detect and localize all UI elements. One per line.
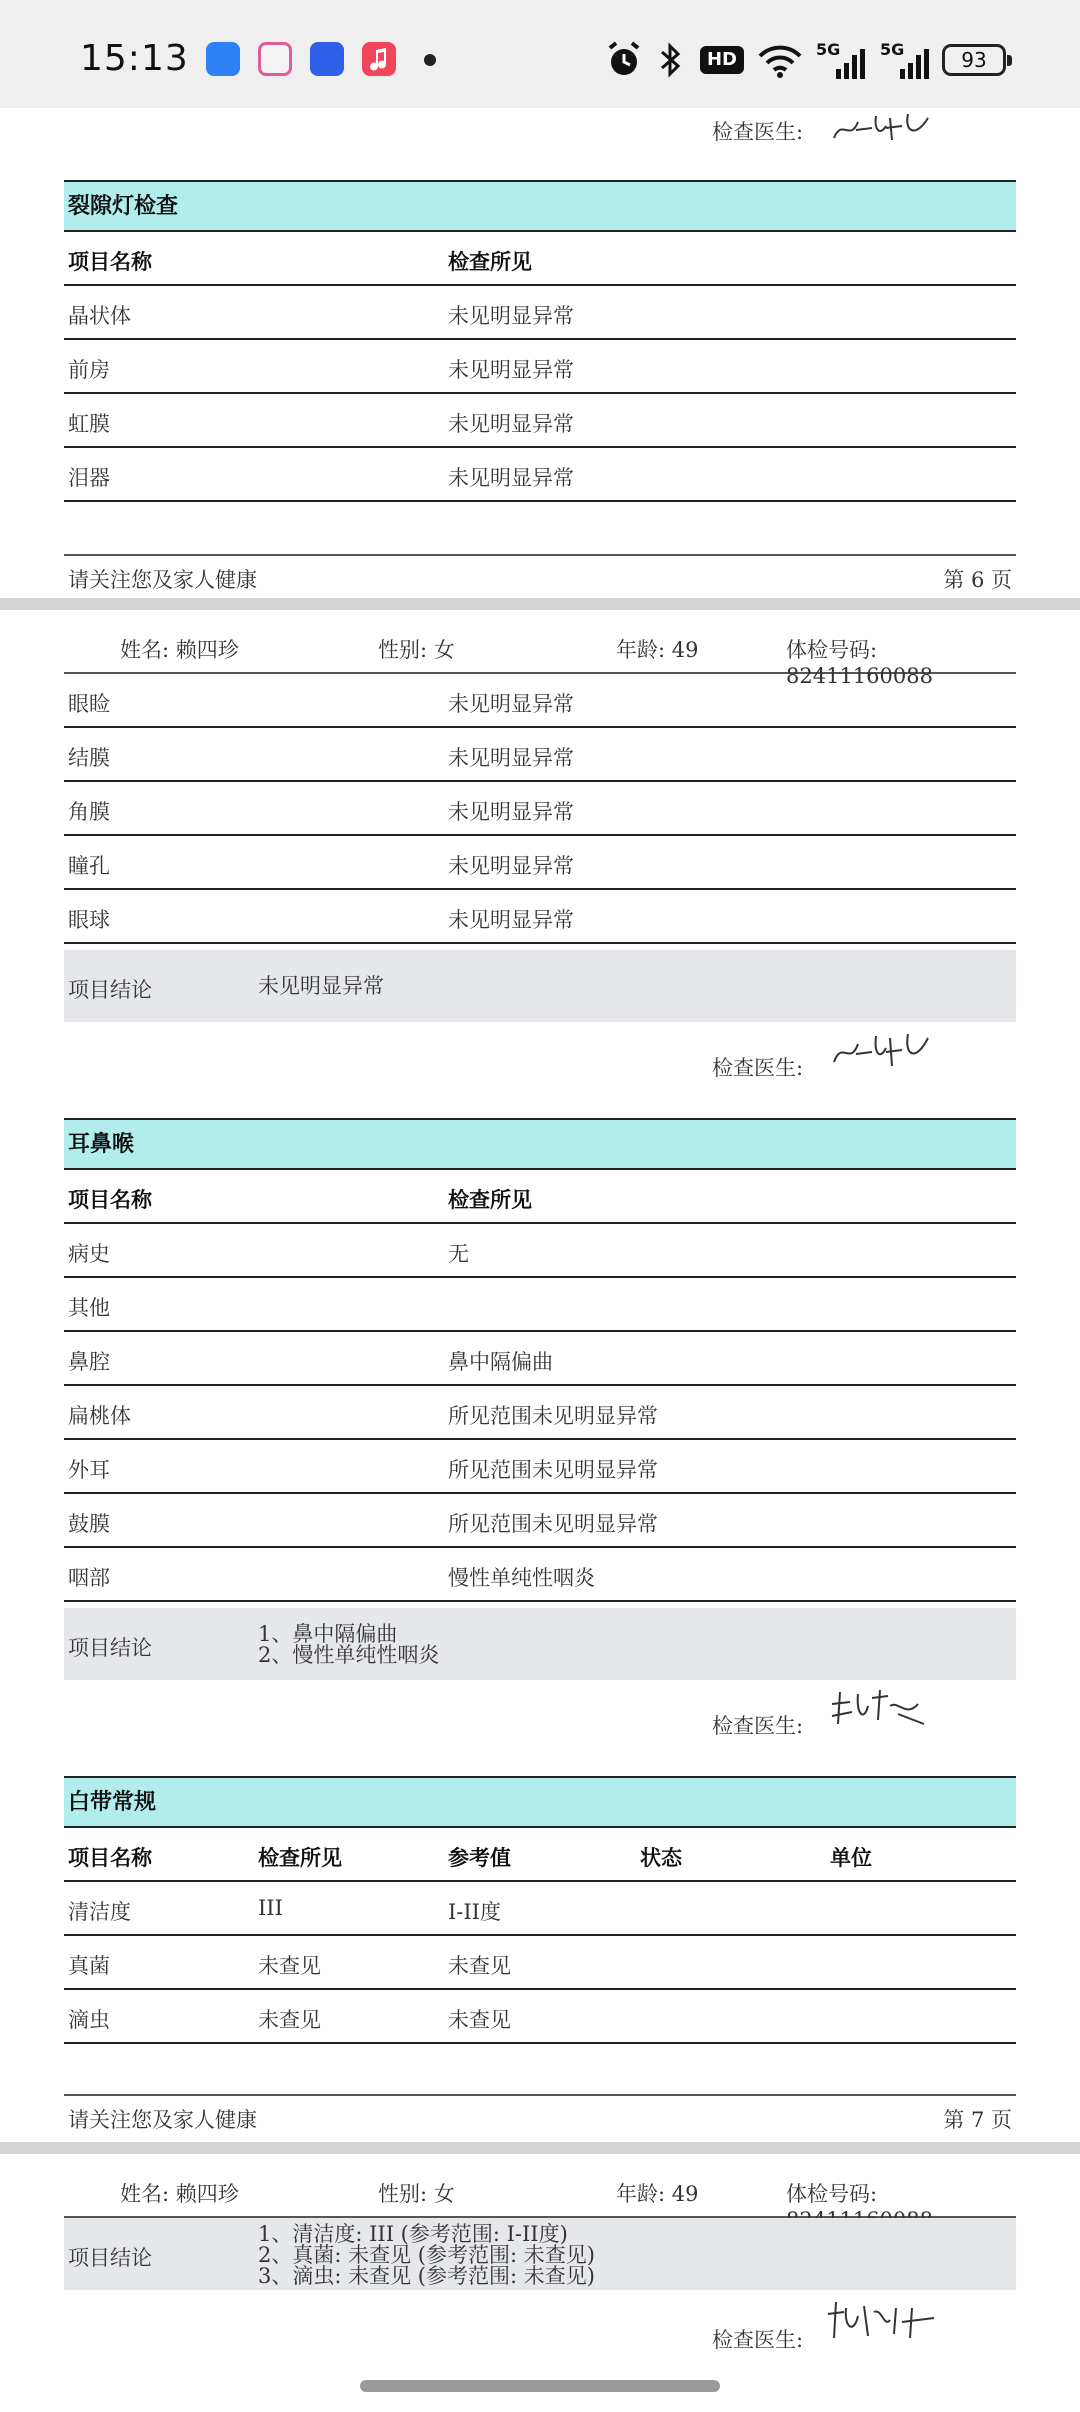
conclusion-box [64,2218,1016,2290]
table-row [64,394,1016,448]
page-footer [64,2094,1016,2140]
item-finding: 未查见 [258,2008,321,2032]
table-row [64,1224,1016,1278]
item-finding: 所见范围未见明显异常 [448,1512,658,1536]
item-name: 眼睑 [68,692,110,716]
signal-strength-icon-1 [826,44,866,84]
status-bar [0,0,1080,108]
photos-app-icon [258,42,292,76]
table-row [64,890,1016,944]
item-finding: 未见明显异常 [448,800,574,824]
item-name: 结膜 [68,746,110,770]
item-finding: 所见范围未见明显异常 [448,1458,658,1482]
report-page-8 [0,2154,1080,2412]
page-footer [64,554,1016,600]
doctor-label: 检查医生: [712,1714,804,1738]
item-name: 前房 [68,358,110,382]
item-reference: 未查见 [448,2008,511,2032]
doctor-signature-image [828,1684,938,1734]
report-page-7 [0,610,1080,2142]
patient-info-header [64,2166,1016,2218]
conclusion-line: 3、滴虫: 未查见 (参考范围: 未查见) [258,2264,595,2288]
table-row [64,1386,1016,1440]
patient-info-header [64,622,1016,688]
item-name: 病史 [68,1242,110,1266]
baidu-app-icon [310,42,344,76]
item-name: 鼻腔 [68,1350,110,1374]
signal-5g-label-1: 5G [816,40,841,59]
app-notification-icon [206,42,240,76]
table-row [64,728,1016,782]
signal-strength-icon-2 [890,44,930,84]
table-row [64,448,1016,502]
table-header-row [64,232,1016,286]
page-number: 第 6 页 [943,568,1012,592]
signal-5g-label-2: 5G [880,40,905,59]
table-row [64,1494,1016,1548]
table-row [64,1548,1016,1602]
status-time: 15:13 [80,38,189,79]
item-name: 晶状体 [68,304,131,328]
item-finding: 未查见 [258,1954,321,1978]
table-row [64,1440,1016,1494]
page-separator [0,598,1080,610]
conclusion-label: 项目结论 [68,978,152,1002]
page-number: 第 7 页 [943,2108,1012,2132]
patient-gender: 性别: 女 [378,638,455,662]
table-row [64,674,1016,728]
item-finding: 未见明显异常 [448,304,574,328]
item-finding: 所见范围未见明显异常 [448,1404,658,1428]
table-row [64,1882,1016,1936]
table-row [64,340,1016,394]
item-finding: 无 [448,1242,469,1266]
item-finding: 未见明显异常 [448,908,574,932]
item-finding: 未见明显异常 [448,692,574,716]
doctor-label: 检查医生: [712,2328,804,2352]
conclusion-box [64,950,1016,1022]
item-reference: I-II度 [448,1900,501,1924]
hd-voice-badge: HD [700,46,744,74]
doctor-label: 检查医生: [712,1056,804,1080]
patient-exam-number: 体检号码: 82411160088 [786,638,933,688]
doctor-signature-image [828,1026,938,1076]
doctor-label: 检查医生: [712,120,804,144]
table-row [64,286,1016,340]
item-reference: 未查见 [448,1954,511,1978]
item-name: 真菌 [68,1954,110,1978]
item-name: 咽部 [68,1566,110,1590]
patient-name: 姓名: 赖四珍 [120,638,239,662]
footer-slogan: 请关注您及家人健康 [68,2108,257,2132]
battery-indicator: 93 [942,44,1006,76]
col-finding-header: 检查所见 [448,1187,532,1212]
item-name: 鼓膜 [68,1512,110,1536]
col-item-name-header: 项目名称 [68,249,152,274]
item-name: 其他 [68,1296,110,1320]
item-finding: 未见明显异常 [448,358,574,382]
table-row [64,782,1016,836]
table-row [64,836,1016,890]
table-row [64,1990,1016,2044]
col-item-name-header: 项目名称 [68,1845,152,1870]
item-finding: 未见明显异常 [448,412,574,436]
table-header-row [64,1170,1016,1224]
item-finding: 未见明显异常 [448,746,574,770]
conclusion-line: 1、鼻中隔偏曲 [258,1622,398,1646]
col-unit-header: 单位 [830,1845,872,1870]
item-finding: 鼻中隔偏曲 [448,1350,553,1374]
conclusion-label: 项目结论 [68,2246,152,2270]
col-reference-header: 参考值 [448,1845,511,1870]
conclusion-label: 项目结论 [68,1636,152,1660]
wifi-icon [756,40,804,80]
item-name: 角膜 [68,800,110,824]
bluetooth-icon [658,40,682,80]
footer-slogan: 请关注您及家人健康 [68,568,257,592]
patient-gender: 性别: 女 [378,2182,455,2206]
col-status-header: 状态 [640,1845,682,1870]
doctor-signature-image [828,108,938,148]
item-name: 外耳 [68,1458,110,1482]
col-finding-header: 检查所见 [448,249,532,274]
table-header-row [64,1828,1016,1882]
item-name: 瞳孔 [68,854,110,878]
patient-exam-number: 体检号码: [786,2182,878,2206]
item-finding: 未见明显异常 [448,854,574,878]
conclusion-line: 1、清洁度: III (参考范围: I-II度) [258,2222,568,2246]
item-name: 泪器 [68,466,110,490]
conclusion-box [64,1608,1016,1680]
patient-name: 姓名: 赖四珍 [120,2182,239,2206]
item-name: 眼球 [68,908,110,932]
doctor-signature-image [824,2298,944,2348]
col-finding-header: 检查所见 [258,1845,342,1870]
table-row [64,1332,1016,1386]
alarm-icon [606,40,642,80]
patient-age: 年龄: 49 [616,2182,699,2206]
table-row [64,1278,1016,1332]
music-app-icon [362,42,396,76]
item-name: 滴虫 [68,2008,110,2032]
table-row [64,1936,1016,1990]
conclusion-line: 2、慢性单纯性咽炎 [258,1643,440,1667]
item-name: 扁桃体 [68,1404,131,1428]
item-finding: 慢性单纯性咽炎 [448,1566,595,1590]
report-page-6 [0,108,1080,598]
page-separator [0,2142,1080,2154]
item-name: 虹膜 [68,412,110,436]
home-indicator[interactable] [360,2380,720,2392]
item-finding: 未见明显异常 [448,466,574,490]
conclusion-line: 2、真菌: 未查见 (参考范围: 未查见) [258,2243,595,2267]
item-name: 清洁度 [68,1900,131,1924]
col-item-name-header: 项目名称 [68,1187,152,1212]
section-header-leukorrhea: 白带常规 [64,1776,1016,1828]
section-header-slit-lamp: 裂隙灯检查 [64,180,1016,232]
section-header-ent: 耳鼻喉 [64,1118,1016,1170]
patient-age: 年龄: 49 [616,638,699,662]
more-notifications-dot [424,54,436,66]
item-finding: III [258,1896,283,1920]
conclusion-value: 未见明显异常 [258,974,384,998]
